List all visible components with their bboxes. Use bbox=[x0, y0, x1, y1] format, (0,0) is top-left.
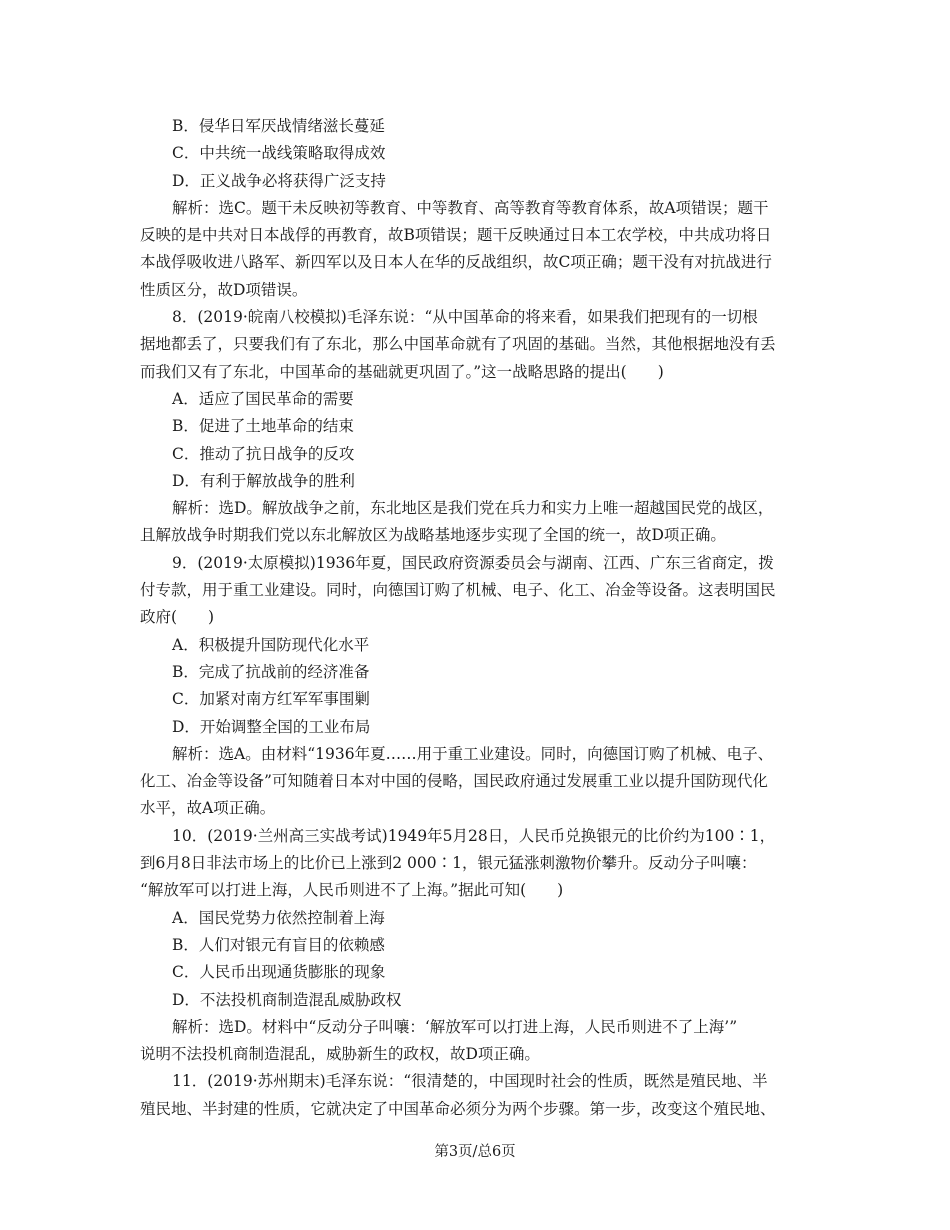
q9-stem-line: 9．(2019·太原模拟)1936年夏，国民政府资源委员会与湖南、江西、广东三省商定，拨 bbox=[172, 553, 774, 572]
q10-option-d: D．不法投机商制造混乱威胁政权 bbox=[172, 990, 402, 1009]
q8-analysis-line: 且解放战争时期我们党以东北解放区为战略基地逐步实现了全国的统一，故D项正确。 bbox=[140, 526, 726, 545]
page-number-footer: 第3页/总6页 bbox=[434, 1144, 516, 1160]
q9-analysis-line: 化工、冶金等设备”可知随着日本对中国的侵略，国民政府通过发展重工业以提升国防现代化 bbox=[140, 772, 768, 791]
document-body bbox=[140, 113, 820, 1123]
q8-stem-line: 而我们又有了东北，中国革命的基础就更巩固了。”这一战略思路的提出( ) bbox=[140, 362, 664, 381]
q10-stem-line: “解放军可以打进上海，人民币则进不了上海。”据此可知( ) bbox=[140, 881, 564, 900]
q9-option-d: D．开始调整全国的工业布局 bbox=[172, 717, 371, 736]
q9-option-b: B．完成了抗战前的经济准备 bbox=[172, 662, 370, 681]
q9-stem-line: 政府( ) bbox=[140, 608, 215, 627]
q10-option-c: C．人民币出现通货膨胀的现象 bbox=[172, 963, 386, 982]
q7-analysis-line: 本战俘吸收进八路军、新四军以及日本人在华的反战组织，故C项正确；题干没有对抗战进行 bbox=[140, 253, 772, 272]
q8-analysis-line: 解析：选D。解放战争之前，东北地区是我们党在兵力和实力上唯一超越国民党的战区， bbox=[172, 499, 774, 518]
q11-stem-line: 殖民地、半封建的性质，它就决定了中国革命必须分为两个步骤。第一步，改变这个殖民地、 bbox=[140, 1099, 776, 1118]
q7-analysis-line: 性质区分，故D项错误。 bbox=[140, 280, 308, 299]
q10-stem-line: 10．(2019·兰州高三实战考试)1949年5月28日，人民币兑换银元的比价约为100∶1， bbox=[172, 826, 776, 845]
q8-option-b: B．促进了土地革命的结束 bbox=[172, 417, 354, 436]
q8-stem-line: 8．(2019·皖南八校模拟)毛泽东说：“从中国革命的将来看，如果我们把现有的一切根 bbox=[172, 308, 758, 327]
q9-stem-line: 付专款，用于重工业建设。同时，向德国订购了机械、电子、化工、冶金等设备。这表明国民 bbox=[140, 581, 776, 600]
q8-option-c: C．推动了抗日战争的反攻 bbox=[172, 444, 355, 463]
q9-option-a: A．积极提升国防现代化水平 bbox=[172, 635, 370, 654]
q7-analysis-line: 解析：选C。题干未反映初等教育、中等教育、高等教育等教育体系，故A项错误；题干 bbox=[172, 198, 769, 217]
q10-option-b: B．人们对银元有盲目的依赖感 bbox=[172, 935, 385, 954]
q8-option-a: A．适应了国民革命的需要 bbox=[172, 389, 354, 408]
q10-analysis-line: 说明不法投机商制造混乱，威胁新生的政权，故D项正确。 bbox=[140, 1045, 540, 1064]
q7-option-c: C．中共统一战线策略取得成效 bbox=[172, 144, 386, 163]
q10-stem-line: 到6月8日非法市场上的比价已上涨到2 000∶1，银元猛涨刺激物价攀升。反动分子叫嚷： bbox=[140, 854, 757, 873]
q7-option-d: D．正义战争必将获得广泛支持 bbox=[172, 171, 386, 190]
q10-option-a: A．国民党势力依然控制着上海 bbox=[172, 908, 385, 927]
q9-analysis-line: 水平，故A项正确。 bbox=[140, 799, 276, 818]
q10-analysis-line: 解析：选D。材料中“反动分子叫嚷：‘解放军可以打进上海，人民币则进不了上海’” bbox=[172, 1017, 738, 1036]
q9-analysis-line: 解析：选A。由材料“1936年夏……用于重工业建设。同时，向德国订购了机械、电子、 bbox=[172, 744, 774, 763]
q9-option-c: C．加紧对南方红军军事围剿 bbox=[172, 690, 370, 709]
q11-stem-line: 11．(2019·苏州期末)毛泽东说：“很清楚的，中国现时社会的性质，既然是殖民地、半 bbox=[172, 1072, 768, 1091]
q8-stem-line: 据地都丢了，只要我们有了东北，那么中国革命就有了巩固的基础。当然，其他根据地没有丢 bbox=[140, 335, 776, 354]
q7-analysis-line: 反映的是中共对日本战俘的再教育，故B项错误；题干反映通过日本工农学校，中共成功将日 bbox=[140, 226, 772, 245]
q8-option-d: D．有利于解放战争的胜利 bbox=[172, 471, 355, 490]
q7-option-b: B．侵华日军厌战情绪滋长蔓延 bbox=[172, 117, 385, 135]
